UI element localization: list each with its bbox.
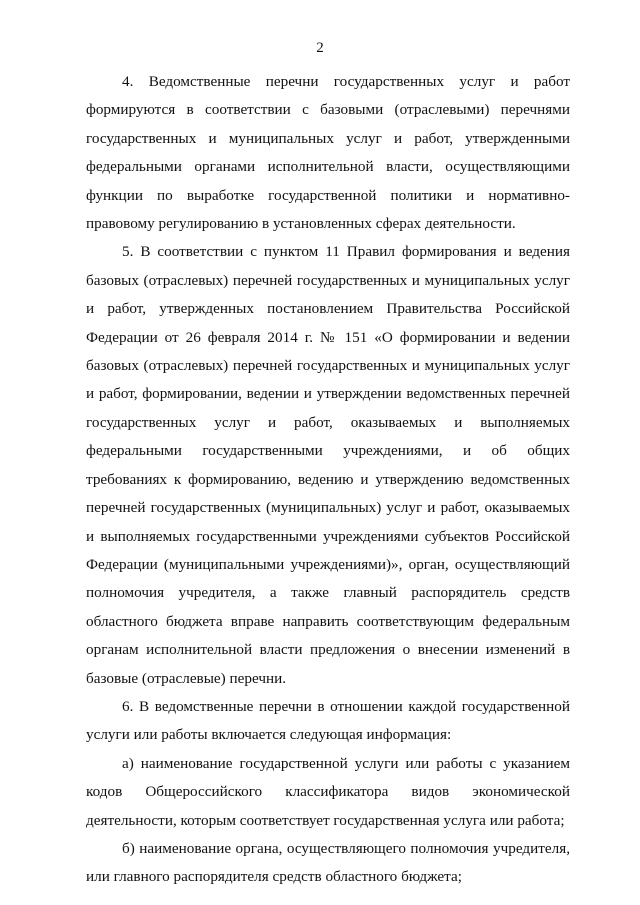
paragraph-6b: б) наименование органа, осуществляющего полномочия учредителя, или главного распорядителя средств областного бюджета;: [86, 839, 570, 886]
document-body: [86, 68, 570, 892]
paragraph-6: 6. В ведомственные перечни в отношении каждой государственной услуги или работы включается следующая информация:: [86, 697, 570, 744]
paragraph-6a: а) наименование государственной услуги или работы с указанием кодов Общероссийского классификатора видов экономической деятельности, которым соответствует государственная услуга или работа;: [86, 754, 570, 829]
paragraph-4: 4. Ведомственные перечни государственных услуг и работ формируются в соответствии с базовыми (отраслевыми) перечнями государственных и муниципальных услуг и работ, утвержденными федеральными органами исполнительной власти, осуществляющими функции по выработке государственной политики и нормативно-правовому регулированию в установленных сферах деятельности.: [86, 73, 570, 233]
paragraph-5: 5. В соответствии с пунктом 11 Правил формирования и ведения базовых (отраслевых) перечней государственных и муниципальных услуг и работ, утвержденных постановлением Правительства Российской Федерации от 26 февраля 2014 г. № 151 «О формировании и ведении базовых (отраслевых) перечней государственных и муниципальных услуг и работ, формировании, ведении и утверждении ведомственных перечней государственных услуг и работ, оказываемых и выполняемых федеральными государственными учреждениями, и об общих требованиях к формированию, ведению и утверждению ведомственных перечней государственных (муниципальных) услуг и работ, оказываемых и выполняемых государственными учреждениями субъектов Российской Федерации (муниципальными учреждениями)», орган, осуществляющий полномочия учредителя, а также главный распорядитель средств областного бюджета вправе направить соответствующим федеральным органам исполнительной власти предложения о внесении изменений в базовые (отраслевые) перечни.: [86, 243, 570, 687]
page-number: 2: [316, 40, 324, 56]
